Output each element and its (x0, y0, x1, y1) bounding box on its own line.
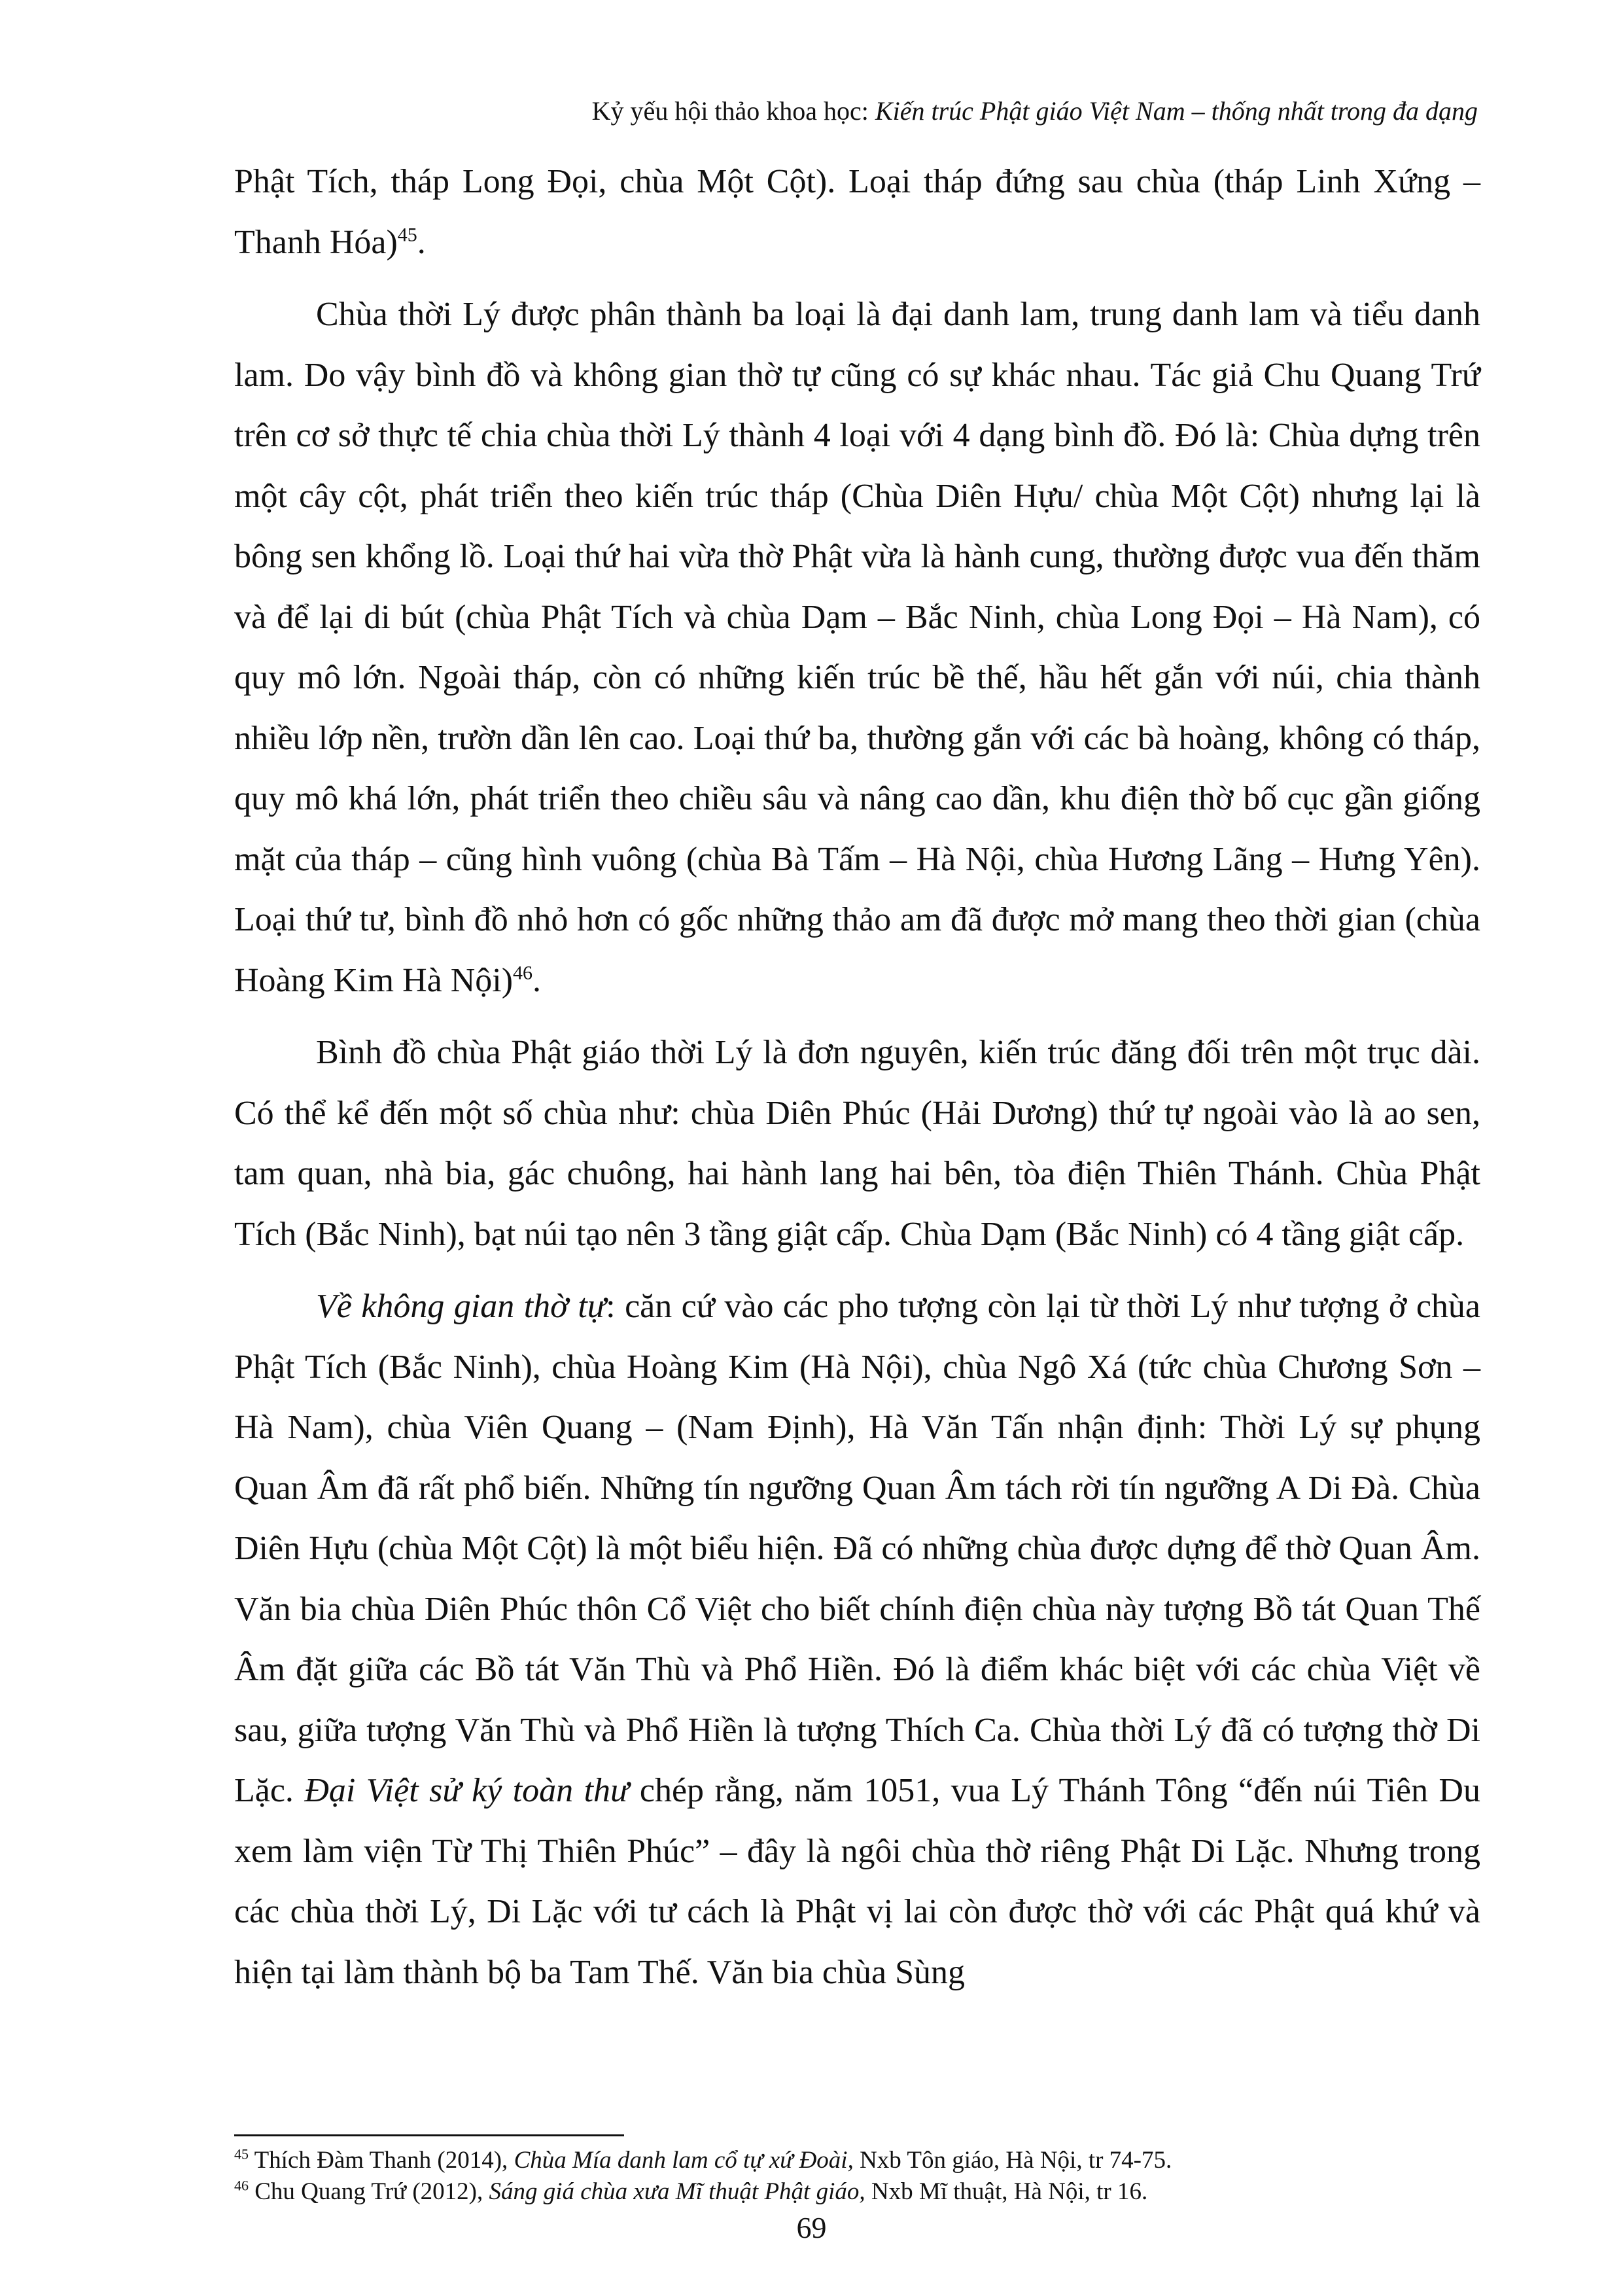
footnotes (234, 2145, 1480, 2208)
footnote-text: Nxb Tôn giáo, Hà Nội, tr 74-75. (853, 2147, 1172, 2174)
footnote-text: Nxb Mĩ thuật, Hà Nội, tr 16. (865, 2178, 1148, 2205)
paragraph-4-text-a: : căn cứ vào các pho tượng còn lại từ thời Lý như tượng ở chùa Phật Tích (Bắc Ninh), chùa Hoàng Kim (Hà Nội), chùa Ngô Xá (tức chùa Chương Sơn – Hà Nam), chùa Viên Quang – (Nam Định), Hà Văn Tấn nhận định: Thời Lý sự phụng Quan Âm đã rất phổ biến. Những tín ngưỡng Quan Âm tách rời tín ngưỡng A Di Đà. Chùa Diên Hựu (chùa Một Cột) là một biểu hiện. Đã có những chùa được dựng để thờ Quan Âm. Văn bia chùa Diên Phúc thôn Cổ Việt cho biết chính điện chùa này tượng Bồ tát Quan Thế Âm đặt giữa các Bồ tát Văn Thù và Phổ Hiền. Đó là điểm khác biệt với các chùa Việt về sau, giữa tượng Văn Thù và Phổ Hiền là tượng Thích Ca. Chùa thời Lý đã có tượng thờ Di Lặc. (234, 1288, 1480, 1809)
book-title: Đại Việt sử ký toàn thư (304, 1772, 629, 1809)
paragraph-4-text-b: chép rằng, năm 1051, vua Lý Thánh Tông “đến núi Tiên Du xem làm viện Từ Thị Thiên Phúc” – đây là ngôi chùa thờ riêng Phật Di Lặc. Nhưng trong các chùa thời Lý, Di Lặc với tư cách là Phật vị lai còn được thờ với các Phật quá khứ và hiện tại làm thành bộ ba Tam Thế. Văn bia chùa Sùng (234, 1772, 1480, 1991)
footnote-text: Thích Đàm Thanh (2014), (249, 2147, 514, 2174)
footnote-title: Sáng giá chùa xưa Mĩ thuật Phật giáo, (489, 2178, 865, 2205)
body-text (234, 152, 1480, 2015)
footnote-title: Chùa Mía danh lam cổ tự xứ Đoài, (514, 2147, 854, 2174)
footnote-text: Chu Quang Trứ (2012), (249, 2178, 489, 2205)
header-prefix: Kỷ yếu hội thảo khoa học: (591, 96, 875, 126)
paragraph-1 (234, 152, 1480, 273)
footnote-ref-45[interactable]: 45 (397, 224, 417, 246)
paragraph-1-text: Phật Tích, tháp Long Đọi, chùa Một Cột). Loại tháp đứng sau chùa (tháp Linh Xứng – Thanh Hóa) (234, 163, 1480, 261)
paragraph-4-lead: Về không gian thờ tự (316, 1288, 606, 1325)
paragraph-4 (234, 1277, 1480, 2003)
paragraph-2-end: . (532, 961, 542, 999)
running-header (592, 93, 1478, 130)
footnote-number: 45 (234, 2146, 249, 2163)
page-number: 69 (796, 2211, 827, 2244)
footnote-45 (234, 2145, 1480, 2176)
footnote-number: 46 (234, 2177, 249, 2194)
paragraph-2 (234, 285, 1480, 1011)
paragraph-2-text: Chùa thời Lý được phân thành ba loại là đại danh lam, trung danh lam và tiểu danh lam. Do vậy bình đồ và không gian thờ tự cũng có sự khác nhau. Tác giả Chu Quang Trứ trên cơ sở thực tế chia chùa thời Lý thành 4 loại với 4 dạng bình đồ. Đó là: Chùa dựng trên một cây cột, phát triển theo kiến trúc tháp (Chùa Diên Hựu/ chùa Một Cột) nhưng lại là bông sen khổng lồ. Loại thứ hai vừa thờ Phật vừa là hành cung, thường được vua đến thăm và để lại di bút (chùa Phật Tích và chùa Dạm – Bắc Ninh, chùa Long Đọi – Hà Nam), có quy mô lớn. Ngoài tháp, còn có những kiến trúc bề thế, hầu hết gắn với núi, chia thành nhiều lớp nền, trườn dần lên cao. Loại thứ ba, thường gắn với các bà hoàng, không có tháp, quy mô khá lớn, phát triển theo chiều sâu và nâng cao dần, khu điện thờ bố cục gần giống mặt của tháp – cũng hình vuông (chùa Bà Tấm – Hà Nội, chùa Hương Lãng – Hưng Yên). Loại thứ tư, bình đồ nhỏ hơn có gốc những thảo am đã được mở mang theo thời gian (chùa Hoàng Kim Hà Nội) (234, 296, 1480, 999)
header-title: Kiến trúc Phật giáo Việt Nam – thống nhất trong đa dạng (875, 96, 1478, 126)
paragraph-3: Bình đồ chùa Phật giáo thời Lý là đơn nguyên, kiến trúc đăng đối trên một trục dài. Có thể kể đến một số chùa như: chùa Diên Phúc (Hải Dương) thứ tự ngoài vào là ao sen, tam quan, nhà bia, gác chuông, hai hành lang hai bên, tòa điện Thiên Thánh. Chùa Phật Tích (Bắc Ninh), bạt núi tạo nên 3 tầng giật cấp. Chùa Dạm (Bắc Ninh) có 4 tầng giật cấp. (234, 1034, 1480, 1253)
footnote-46 (234, 2176, 1480, 2208)
footnote-ref-46[interactable]: 46 (513, 962, 533, 984)
paragraph-1-end: . (417, 223, 426, 261)
footnote-separator (234, 2134, 624, 2136)
